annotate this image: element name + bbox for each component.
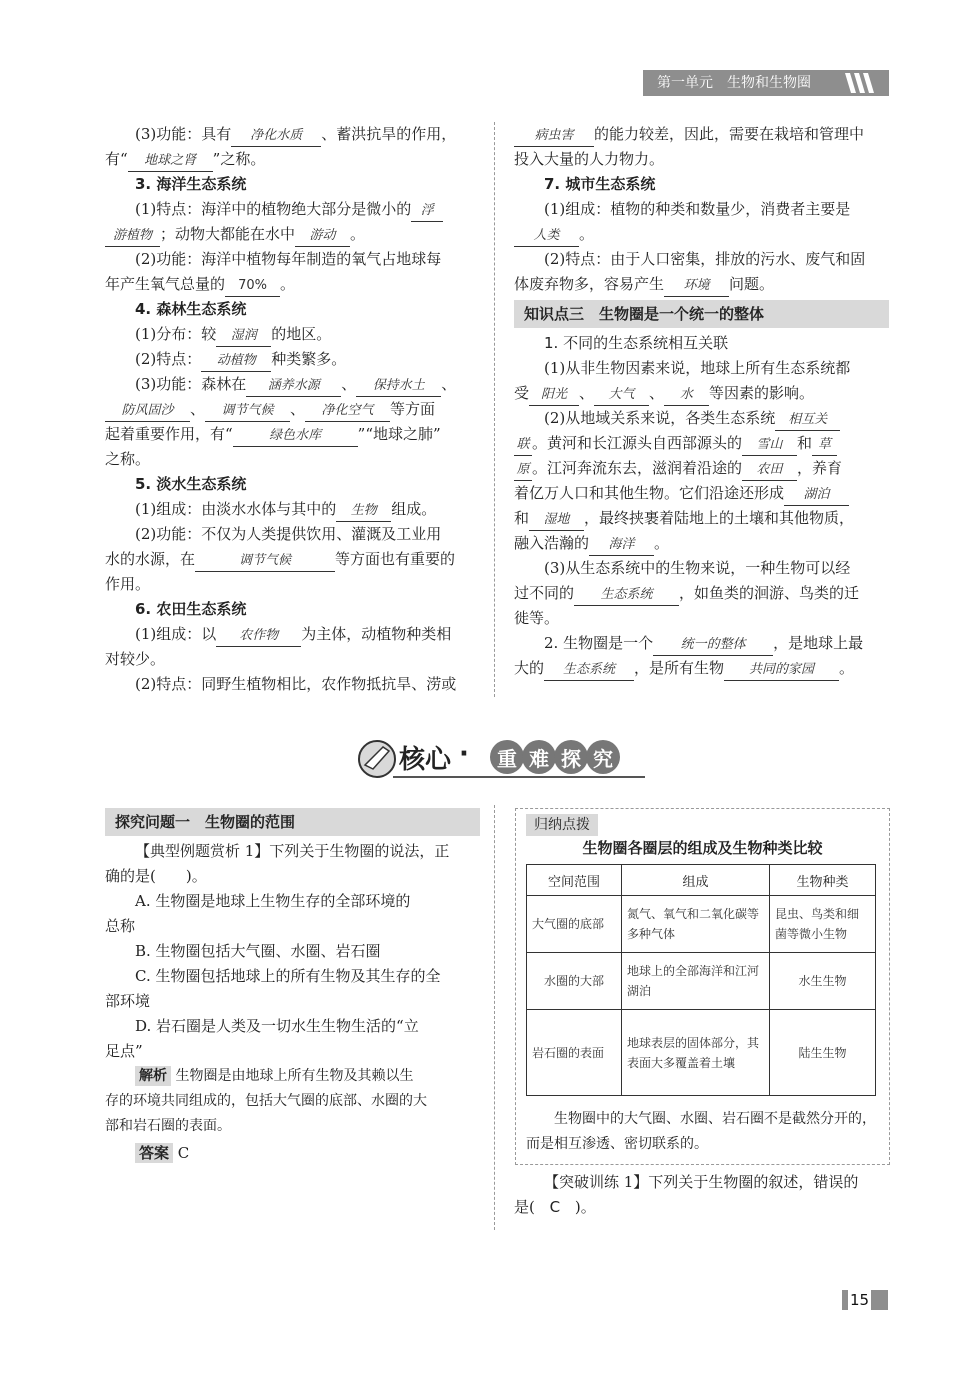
- column-divider: [494, 805, 495, 1230]
- text-line: 起着重要作用，有“ 绿色水库 ”“地球之肺”: [105, 422, 480, 447]
- text-line: 体废弃物多，容易产生 环境 问题。: [514, 272, 889, 297]
- text-line: (2)从地域关系来说，各类生态系统 相互关: [514, 406, 889, 431]
- table-header: 空间范围: [527, 865, 622, 896]
- text-line: 过不同的 生态系统 ，如鱼类的洄游、鸟类的迁: [514, 581, 889, 606]
- text-line: (2)功能：不仅为人类提供饮用、灌溉及工业用: [135, 525, 442, 543]
- option-c-cont: 部环境: [105, 992, 151, 1010]
- summary-box: [515, 808, 890, 1165]
- table-cell: 岩石圈的表面: [527, 1010, 622, 1096]
- section-heading: 6. 农田生态系统: [135, 600, 247, 618]
- text-line: 年产生氧气总量的 70% 。: [105, 272, 480, 297]
- table-cell: 水生生物: [770, 953, 876, 1010]
- section-heading: 3. 海洋生态系统: [135, 175, 247, 193]
- text-line: (1)组成：以 农作物 为主体，动植物种类相: [105, 622, 480, 647]
- practice-stem: 是( C )。: [514, 1195, 889, 1220]
- text-line: (2)特点： 动植物 种类繁多。: [105, 347, 480, 372]
- practice-block: [514, 1170, 889, 1220]
- table-row: [527, 1010, 876, 1096]
- text-line: (1)特点：海洋中的植物绝大部分是微小的 浮: [105, 197, 480, 222]
- option-b: B. 生物圈包括大气圈、水圈、岩石圈: [135, 942, 381, 960]
- text-line: 原 。江河奔流东去，滋润着沿途的 农田 ，养育: [514, 456, 889, 481]
- text-line: 对较少。: [105, 650, 166, 668]
- text-line: (1)分布：较 湿润 的地区。: [105, 322, 480, 347]
- banner-char: 究: [593, 747, 613, 771]
- header-text: 第一单元 生物和生物圈: [657, 75, 811, 91]
- text-line: (1)组成：由淡水水体与其中的 生物 组成。: [105, 497, 480, 522]
- text-line: 2. 生物圈是一个 统一的整体 ，是地球上最: [514, 631, 889, 656]
- table-row: [527, 953, 876, 1010]
- text-line: 人类 。: [514, 222, 889, 247]
- section-heading: 1. 不同的生态系统相互关联: [544, 334, 729, 352]
- section-heading: 5. 淡水生态系统: [135, 475, 247, 493]
- option-a: A. 生物圈是地球上生物生存的全部环境的: [135, 892, 411, 910]
- section-heading: 7. 城市生态系统: [544, 175, 656, 193]
- answer: 答案 C: [105, 1141, 480, 1166]
- banner-char: 探: [561, 747, 581, 771]
- text-line: (1)组成：植物的种类和数量少，消费者主要是: [544, 200, 851, 218]
- page-number-text: 15: [850, 1291, 870, 1309]
- text-line: 受 阳光 、 大气 、 水 等因素的影响。: [514, 381, 889, 406]
- banner-dot: ·: [459, 739, 469, 769]
- text-line: (1)从非生物因素来说，地球上所有生态系统都: [544, 359, 851, 377]
- section-heading: 4. 森林生态系统: [135, 300, 247, 318]
- practice-answer: C: [549, 1198, 561, 1216]
- table-header: 组成: [622, 865, 770, 896]
- table-cell: 地球表层的固体部分，其表面大多覆盖着土壤: [622, 1010, 770, 1096]
- option-c: C. 生物圈包括地球上的所有生物及其生存的全: [135, 967, 441, 985]
- question-heading: 探究问题一 生物圈的范围: [105, 808, 480, 836]
- analysis-text: 部和岩石圈的表面。: [105, 1118, 231, 1134]
- table-cell: 昆虫、鸟类和细菌等微小生物: [770, 896, 876, 953]
- banner-char: 重: [497, 747, 517, 771]
- text-line: 大的 生态系统 ，是所有生物 共同的家园 。: [514, 656, 889, 681]
- table-row: [527, 896, 876, 953]
- question-stem: 确的是( )。: [105, 867, 207, 885]
- table-header: 生物种类: [770, 865, 876, 896]
- text-line: 联 。黄河和长江源头自西部源头的 雪山 和 草: [514, 431, 889, 456]
- banner-title: 核心: [399, 745, 452, 775]
- text-line: 和 湿地 ，最终挟裹着陆地上的土壤和其他物质，: [514, 506, 889, 531]
- question-stem: 【典型例题赏析 1】下列关于生物圈的说法，正: [135, 842, 450, 860]
- text-line: 有“ 地球之肾 ”之称。: [105, 147, 480, 172]
- text-line: 着亿万人口和其他生物。它们沿途还形成 湖泊: [514, 481, 889, 506]
- analysis-label: 解析: [135, 1066, 171, 1086]
- text-line: 病虫害 的能力较差，因此，需要在栽培和管理中: [514, 122, 889, 147]
- text-line: (2)功能：海洋中植物每年制造的氧气占地球每: [135, 250, 442, 268]
- table-cell: 氮气、氧气和二氧化碳等多种气体: [622, 896, 770, 953]
- text-line: 水的水源，在 调节气候 等方面也有重要的: [105, 547, 480, 572]
- header-stripes: [845, 73, 881, 93]
- table-cell: 陆生生物: [770, 1010, 876, 1096]
- comparison-table: [526, 864, 876, 1096]
- table-title: 生物圈各圈层的组成及生物种类比较: [582, 839, 823, 857]
- table-cell: 大气圈的底部: [527, 896, 622, 953]
- table-header-row: [527, 865, 876, 896]
- summary-note: 生物圈中的大气圈、水圈、岩石圈不是截然分开的，而是相互渗透、密切联系的。: [526, 1111, 876, 1152]
- option-d: D. 岩石圈是人类及一切水生生物生活的“立: [135, 1017, 419, 1035]
- table-cell: 水圈的大部: [527, 953, 622, 1010]
- text-line: (3)功能：具有 净化水质 、蓄洪抗旱的作用，: [105, 122, 480, 147]
- text-line: (3)从生态系统中的生物来说，一种生物可以经: [544, 559, 851, 577]
- analysis: 解析 生物圈是由地球上所有生物及其赖以生: [105, 1064, 480, 1089]
- page-header: [643, 70, 889, 96]
- text-line: 游植物 ；动物大都能在水中 游动 。: [105, 222, 480, 247]
- text-line: 防风固沙 、 调节气候 、 净化空气 等方面: [105, 397, 480, 422]
- practice-stem: 【突破训练 1】下列关于生物圈的叙述，错误的: [544, 1173, 859, 1191]
- text-line: 之称。: [105, 450, 151, 468]
- text-line: 徙等。: [514, 609, 560, 627]
- knowledge-point-heading: 知识点三 生物圈是一个统一的整体: [514, 300, 889, 328]
- option-a-cont: 总称: [105, 917, 136, 935]
- section-banner: [355, 733, 645, 781]
- page-number: [842, 1290, 888, 1310]
- text-line: 作用。: [105, 575, 151, 593]
- question-block: [105, 805, 480, 1166]
- column-divider: [494, 122, 495, 697]
- text-line: 融入浩瀚的 海洋 。: [514, 531, 889, 556]
- analysis-text: 存的环境共同组成的，包括大气圈的底部、水圈的大: [105, 1093, 427, 1109]
- text-line: 投入大量的人力物力。: [514, 150, 665, 168]
- text-line: (2)特点：同野生植物相比，农作物抵抗旱、涝或: [135, 675, 457, 693]
- left-column: [105, 122, 480, 697]
- text-line: (3)功能：森林在 涵养水源 、 保持水土 、: [105, 372, 480, 397]
- table-cell: 地球上的全部海洋和江河湖泊: [622, 953, 770, 1010]
- answer-label: 答案: [135, 1143, 173, 1163]
- summary-tag: 归纳点拨: [526, 814, 598, 836]
- option-d-cont: 足点”: [105, 1042, 143, 1060]
- text-line: (2)特点：由于人口密集，排放的污水、废气和固: [544, 250, 866, 268]
- banner-char: 难: [529, 747, 549, 771]
- right-column: [514, 122, 889, 681]
